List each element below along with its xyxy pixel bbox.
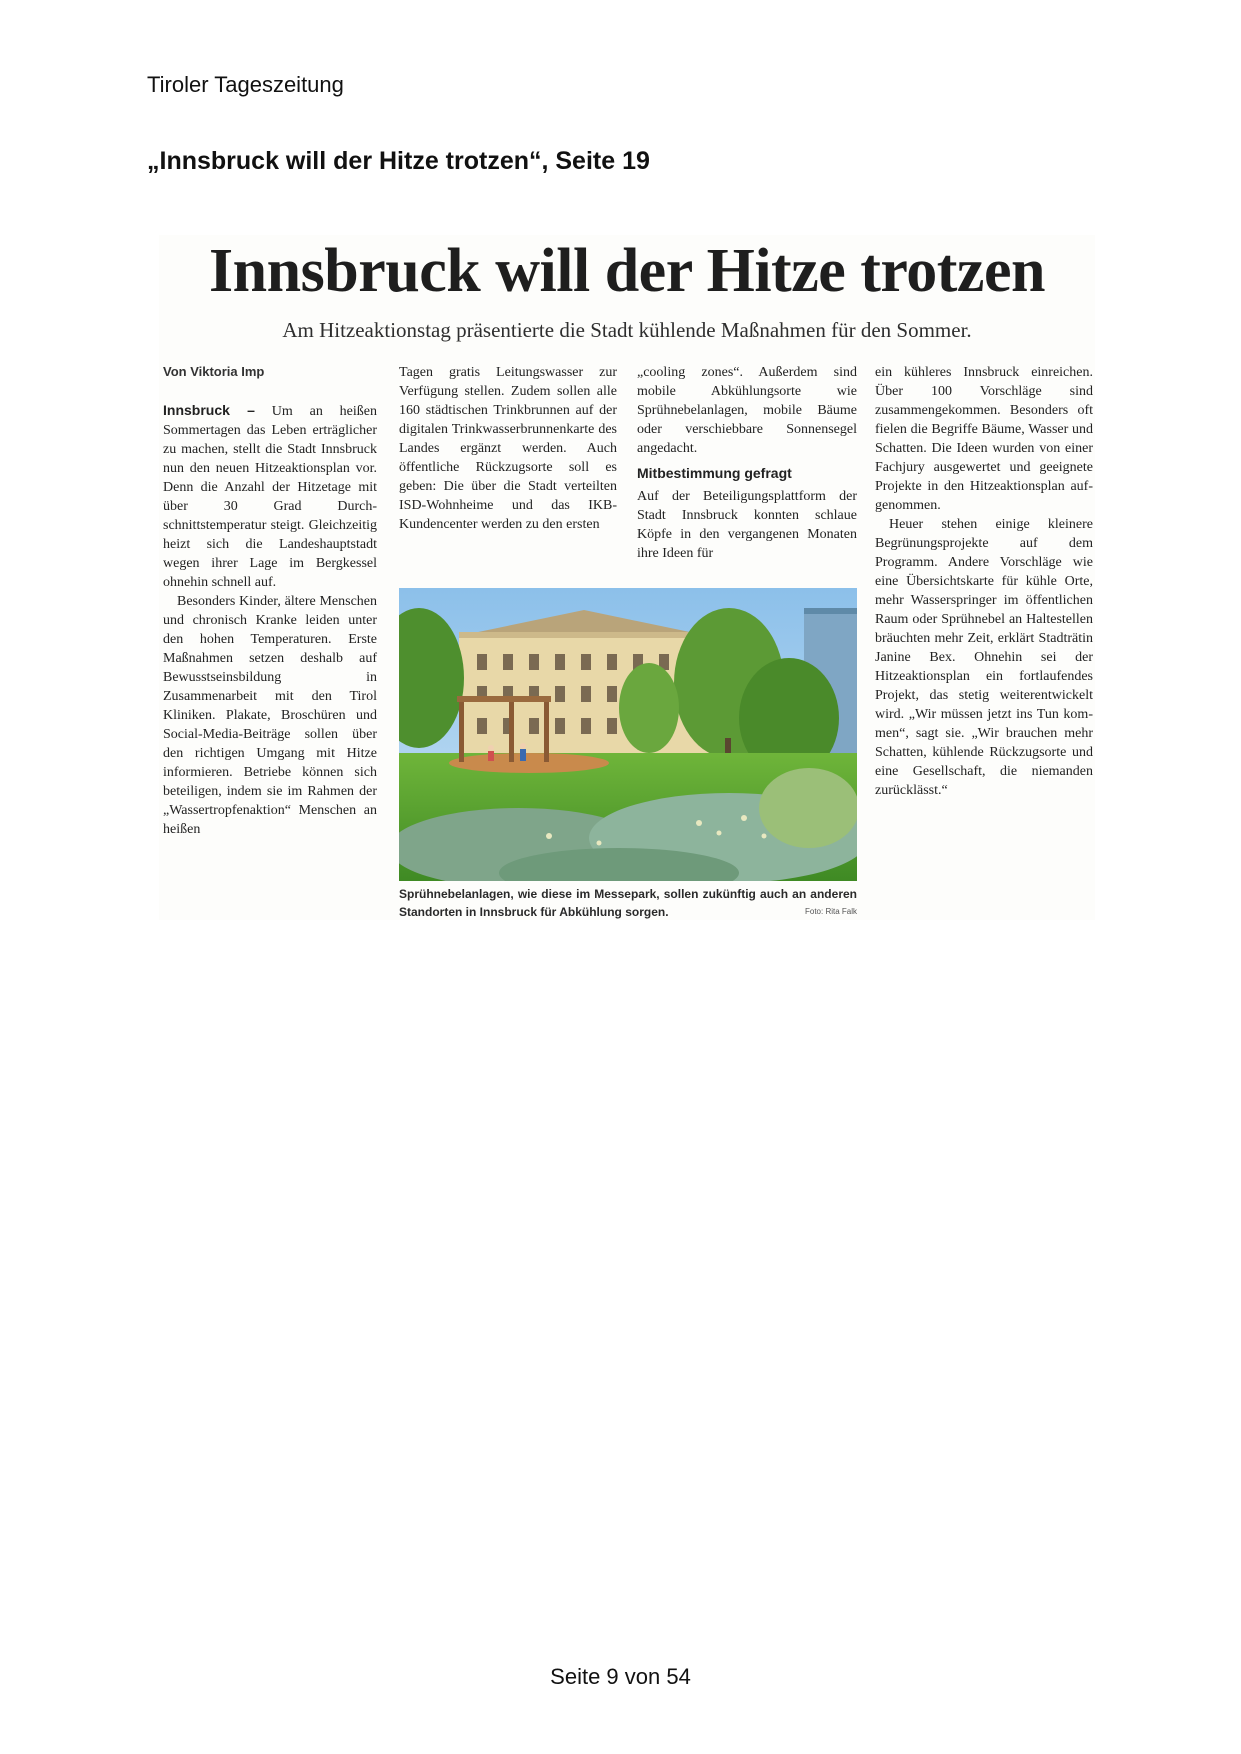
source-label: Tiroler Tageszeitung [147,72,344,97]
article-column-4 [875,363,1093,800]
article-paragraph-text: Um an heißen Sommertagen das Leben erträglicher zu machen, stellt die Stadt Innsbruck nun den neuen Hitzeaktionsplan vor. Denn die Anzahl der Hitzetage mit über 30 Grad Durchschnittstemperatur steigt. Gleichzeitig heizt sich die Landeshauptstadt wegen ihrer Lage im Bergkessel ohnehin schnell auf. [163,404,377,590]
article-paragraph: ein kühleres Innsbruck einreichen. Über 100 Vorschläge sind zusammengekommen. Besonders oft fielen die Begriffe Bäume, Wasser und Schatten. Die Ideen wurden von einer Fachjury ausgewertet und geeignete Projekte in den Hitzeaktionsplan aufgenommen. [875,365,1093,513]
article-paragraph [163,401,377,592]
article-dateline: Innsbruck – [163,402,255,418]
page-number: Seite 9 von 54 [550,1664,691,1689]
article-subheadline: Am Hitzeaktionstag präsentierte die Stadt kühlende Maßnahmen für den Sommer. [282,318,972,342]
article-paragraph: „cooling zones“. Außerdem sind mobile Abkühlungsorte wie Sprühnebelanlagen, mobile Bäume oder verschiebbare Sonnensegel angedacht. [637,365,857,456]
photo-caption-text: Sprühnebelanlagen, wie diese im Messepark, sollen zukünftig auch an anderen Standorten in Innsbruck für Abkühlung sorgen. [399,887,857,919]
photo-credit: Foto: Rita Falk [804,907,857,916]
newspaper-clipping [159,235,1095,920]
article-paragraph: Heuer stehen einige kleinere Begrünungsprojekte auf dem Programm. Andere Vorschläge wie eine Übersichtskarte für kühle Orte, mehr Wasserspringer im öffentlichen Raum oder Sprühnebel an Haltestellen bräuchten mehr Zeit, erklärt Stadträtin Janine Bex. Ohnehin sei der Hitzeaktionsplan ein fortlaufendes Projekt, das stetig weiterentwickelt wird. „Wir müssen jetzt ins Tun kommen“, sagt sie. „Wir brauchen mehr Schatten, kühlende Rückzugsorte und eine Gesellschaft, die niemanden zurücklässt.“ [875,517,1093,798]
article-headline: Innsbruck will der Hitze trotzen [209,237,1045,305]
article-photo [399,588,857,881]
article-paragraph: Tagen gratis Leitungswasser zur Verfügung stellen. Zudem sollen alle 160 städtischen Trinkbrunnen auf der digitalen Trinkwasserbrunnenkarte des Landes ergänzt werden. Auch öffentliche Rückzugsorte soll es geben: Die über die Stadt verteilten ISD-Wohnheime und das IKB-Kundencenter werden zu den ersten [399,365,617,532]
article-paragraph: Besonders Kinder, ältere Menschen und chronisch Kranke leiden unter den hohen Temperaturen. Erste Maßnahmen setzen deshalb auf Bewusstseinsbildung in Zusammenarbeit mit den Tirol Kliniken. Plakate, Broschüren und Social-Media-Beiträge sollen über den richtigen Umgang mit Hitze informieren. Betriebe können sich beteiligen, indem sie im Rahmen der „Wassertropfenaktion“ Menschen an heißen [163,594,377,837]
article-subhead: Mitbestimmung gefragt [637,465,792,481]
photo-caption [399,885,857,921]
article-column-2 [399,363,617,534]
article-byline: Von Viktoria Imp [163,364,265,379]
article-column-1 [163,363,377,839]
article-paragraph: Auf der Beteiligungsplattform der Stadt Innsbruck konnten schlaue Köpfe in den vergangenen Monaten ihre Ideen für [637,489,857,561]
clipping-heading: „Innsbruck will der Hitze trotzen“, Seite 19 [147,147,650,175]
article-column-3 [637,363,857,563]
